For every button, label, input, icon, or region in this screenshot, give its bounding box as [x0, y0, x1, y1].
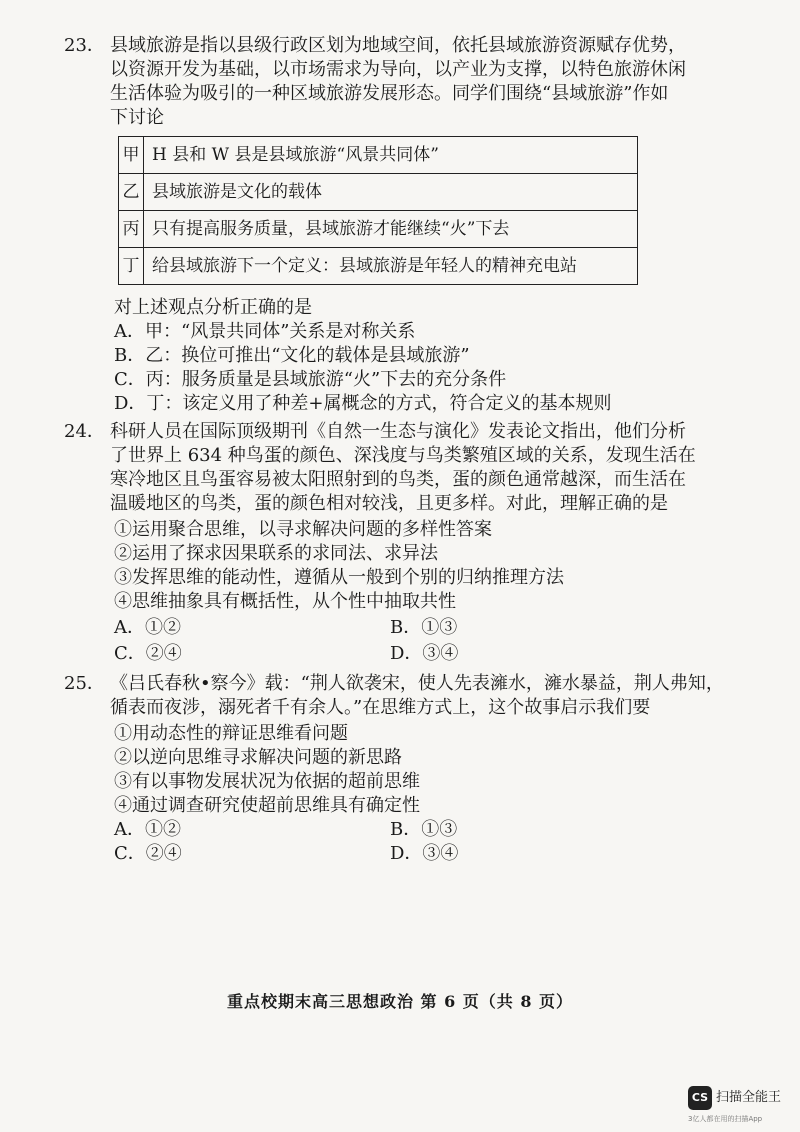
question-stem-line: 寒冷地区且鸟蛋容易被太阳照射到的鸟类，蛋的颜色通常越深，而生活在 — [110, 469, 686, 490]
question-number: 23． — [64, 35, 105, 56]
watermark-name: 扫描全能王 — [716, 1090, 782, 1105]
option-c[interactable]: C．②④ — [114, 643, 182, 664]
question-number: 24． — [64, 421, 105, 442]
row-text: 县域旅游是文化的载体 — [144, 174, 638, 211]
question-stem-line: 了世界上 634 种鸟蛋的颜色、深浅度与鸟类繁殖区域的关系，发现生活在 — [110, 445, 696, 466]
option-b[interactable]: B．乙：换位可推出“文化的载体是县域旅游” — [114, 345, 470, 366]
question-number: 25． — [64, 673, 105, 694]
option-d[interactable]: D．③④ — [390, 843, 459, 864]
table-row — [119, 137, 638, 174]
option-c[interactable]: C．丙：服务质量是县域旅游“火”下去的充分条件 — [114, 369, 507, 390]
question-stem-line: 循表而夜涉，溺死者千有余人。”在思维方式上，这个故事启示我们要 — [110, 697, 651, 718]
row-text: H 县和 W 县是县域旅游“风景共同体” — [144, 137, 638, 174]
watermark-subtitle: 3亿人都在用的扫描App — [688, 1115, 763, 1123]
viewpoints-table — [118, 136, 638, 285]
option-b[interactable]: B．①③ — [390, 819, 458, 840]
row-text: 只有提高服务质量，县域旅游才能继续“火”下去 — [144, 211, 638, 248]
table-row — [119, 211, 638, 248]
page-footer: 重点校期末高三思想政治 第 6 页（共 8 页） — [226, 992, 574, 1011]
option-a[interactable]: A．甲：“风景共同体”关系是对称关系 — [114, 321, 416, 342]
option-b[interactable]: B．①③ — [390, 617, 458, 638]
statement-2: ②运用了探求因果联系的求同法、求异法 — [114, 543, 438, 564]
table-row — [119, 174, 638, 211]
statement-1: ①用动态性的辩证思维看问题 — [114, 723, 348, 744]
table-row — [119, 248, 638, 285]
question-stem-line: 下讨论 — [110, 107, 164, 128]
row-label: 丙 — [119, 211, 144, 248]
row-text: 给县域旅游下一个定义：县域旅游是年轻人的精神充电站 — [144, 248, 638, 285]
option-a[interactable]: A．①② — [114, 819, 181, 840]
question-stem-line: 县域旅游是指以县级行政区划为地域空间，依托县域旅游资源赋存优势， — [110, 35, 686, 56]
option-a[interactable]: A．①② — [114, 617, 181, 638]
question-stem-line: 科研人员在国际顶级期刊《自然一生态与演化》发表论文指出，他们分析 — [110, 421, 686, 442]
camscanner-logo-icon: CS — [688, 1086, 712, 1110]
statement-3: ③发挥思维的能动性，遵循从一般到个别的归纳推理方法 — [114, 567, 564, 588]
question-stem-line: 温暖地区的鸟类，蛋的颜色相对较浅，且更多样。对此，理解正确的是 — [110, 493, 668, 514]
option-d[interactable]: D．丁：该定义用了种差+属概念的方式，符合定义的基本规则 — [114, 393, 612, 414]
statement-4: ④通过调查研究使超前思维具有确定性 — [114, 795, 420, 816]
row-label: 甲 — [119, 137, 144, 174]
statement-4: ④思维抽象具有概括性，从个性中抽取共性 — [114, 591, 456, 612]
statement-2: ②以逆向思维寻求解决问题的新思路 — [114, 747, 402, 768]
statement-3: ③有以事物发展状况为依据的超前思维 — [114, 771, 420, 792]
option-d[interactable]: D．③④ — [390, 643, 459, 664]
question-stem-line: 《吕氏春秋•察今》载：“荆人欲袭宋，使人先表澭水，澭水暴益，荆人弗知， — [110, 673, 724, 694]
question-ask: 对上述观点分析正确的是 — [114, 297, 312, 318]
question-stem-line: 以资源开发为基础，以市场需求为导向，以产业为支撑，以特色旅游休闲 — [110, 59, 686, 80]
question-stem-line: 生活体验为吸引的一种区域旅游发展形态。同学们围绕“县域旅游”作如 — [110, 83, 669, 104]
option-c[interactable]: C．②④ — [114, 843, 182, 864]
row-label: 丁 — [119, 248, 144, 285]
statement-1: ①运用聚合思维，以寻求解决问题的多样性答案 — [114, 519, 492, 540]
row-label: 乙 — [119, 174, 144, 211]
